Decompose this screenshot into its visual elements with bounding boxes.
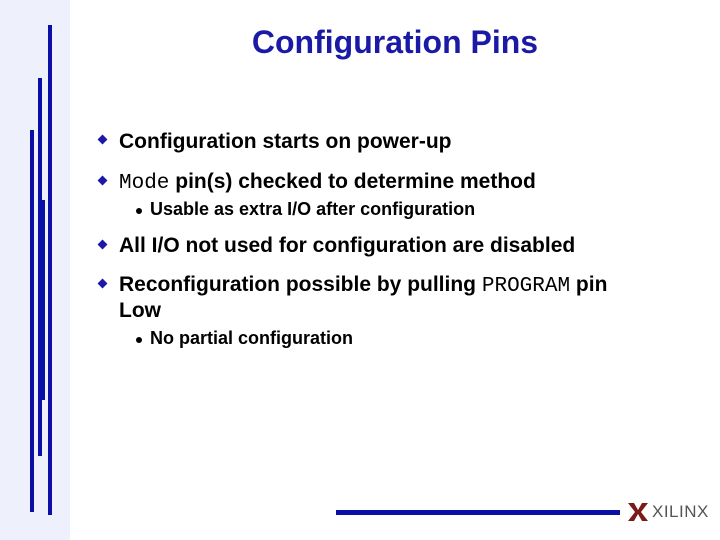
xilinx-logo — [626, 500, 709, 524]
bullet-item — [119, 130, 451, 154]
code-mode: Mode — [119, 172, 170, 195]
diamond-bullet-icon — [98, 176, 108, 186]
bullet-item-continuation — [119, 299, 161, 323]
code-program: PROGRAM — [481, 275, 571, 298]
bullet-item — [119, 170, 536, 195]
dot-bullet-icon — [136, 337, 142, 343]
sub-bullet-text: No partial configuration — [150, 328, 354, 348]
dot-bullet-icon — [136, 208, 142, 214]
slide-title: Configuration Pins — [251, 24, 539, 60]
bullet-text: All I/O not used for configuration are disabled — [119, 234, 576, 257]
diamond-bullet-icon — [98, 135, 108, 145]
bullet-text: pin(s) checked to determine method — [169, 170, 536, 193]
diamond-bullet-icon — [98, 279, 108, 289]
bullet-text: Low — [119, 299, 161, 322]
logo-text: XILINX — [652, 502, 709, 521]
bullet-text: Reconfiguration possible by pulling — [119, 273, 482, 296]
bullet-text: Configuration starts on power-up — [119, 130, 452, 153]
footer-rule — [336, 510, 620, 515]
bullet-text-end: pin — [570, 273, 608, 296]
sub-bullet-text: Usable as extra I/O after configuration — [150, 199, 476, 219]
xilinx-x-icon — [626, 500, 650, 524]
diamond-bullet-icon — [98, 240, 108, 250]
sub-bullet-item — [150, 328, 353, 349]
bullet-item — [119, 234, 575, 258]
bullet-item — [119, 273, 607, 298]
sub-bullet-item — [150, 199, 475, 220]
